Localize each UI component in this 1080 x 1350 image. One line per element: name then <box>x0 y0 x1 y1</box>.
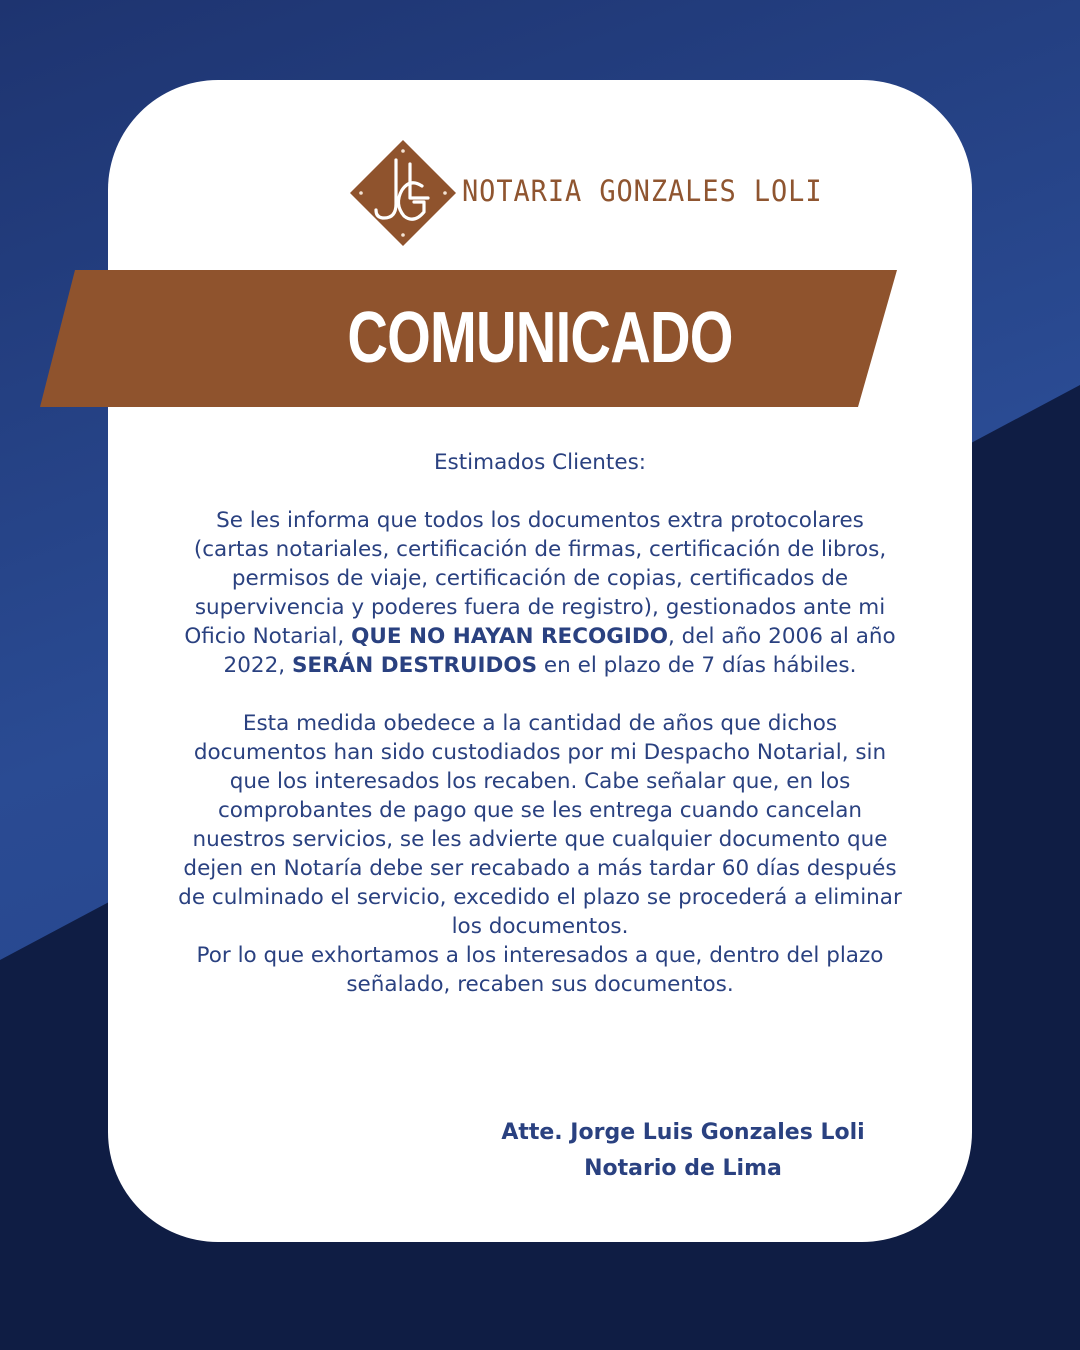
paragraph-destruction-notice <box>176 506 904 680</box>
paragraph-exhortation: Por lo que exhortamos a los interesados a que, dentro del plazo señalado, recaben sus documentos. <box>196 943 884 997</box>
signature-name: Atte. Jorge Luis Gonzales Loli <box>501 1120 865 1145</box>
notice-body <box>176 448 904 999</box>
paragraph-1-emphasis-b: SERÁN DESTRUIDOS <box>291 653 538 678</box>
paragraph-1-text-c: en el plazo de 7 días hábiles. <box>537 653 857 678</box>
notary-name: NOTARIA GONZALES LOLI <box>462 174 823 208</box>
greeting: Estimados Clientes: <box>433 450 647 475</box>
jgl-monogram-icon <box>348 138 458 248</box>
paragraph-1-text-a: Se les informa que todos los documentos extra protocolares (cartas notariales, certificación de firmas, certificación de libros, permisos de viaje, certificación de copias, certificados de supervivencia y poderes fuera de registro), gestionados ante mi Oficio Notarial, <box>184 508 887 649</box>
notary-logo <box>348 138 823 248</box>
banner-title: COMUNICADO <box>347 298 733 378</box>
signature-title: Notario de Lima <box>584 1156 782 1181</box>
paragraph-1-emphasis-a: QUE NO HAYAN RECOGIDO <box>351 624 669 649</box>
paragraph-1-text-b: , del año 2006 al año 2022, <box>223 624 896 678</box>
signature-block <box>478 1115 888 1187</box>
paragraph-reason: Esta medida obedece a la cantidad de años que dichos documentos han sido custodiados por mi Despacho Notarial, sin que los interesados los recaben. Cabe señalar que, en los comprobantes de pago que se les entrega cuando cancelan nuestros servicios, se les advierte que cualquier documento que dejen en Notaría debe ser recabado a más tardar 60 días después de culminado el servicio, excedido el plazo se procederá a eliminar los documentos. <box>178 711 902 939</box>
